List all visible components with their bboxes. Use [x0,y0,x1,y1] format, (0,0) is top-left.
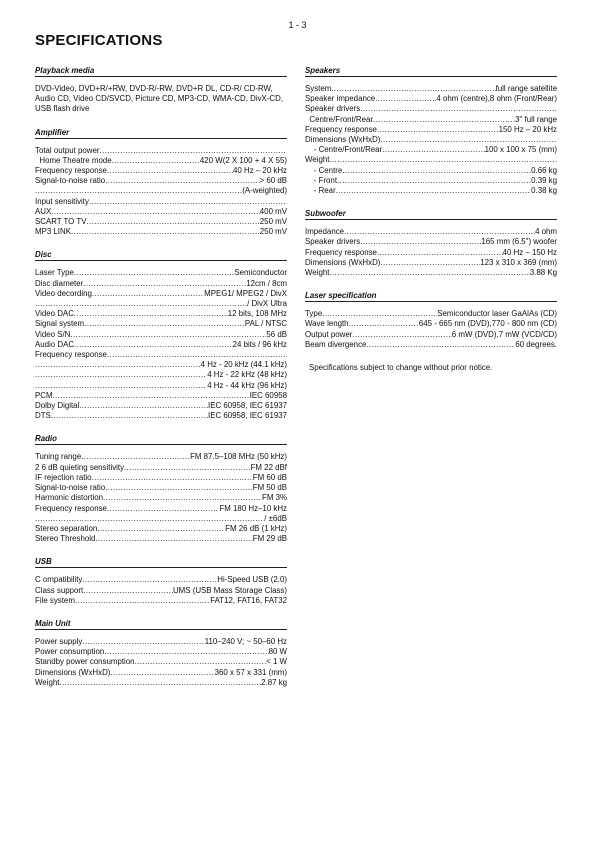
dot-leader [107,350,287,360]
dot-leader [97,524,225,534]
spec-row [305,309,557,319]
spec-row [35,207,287,217]
spec-row [35,637,287,647]
spec-value: PAL / NTSC [244,319,287,329]
spec-label: Input sensitivity [35,196,89,206]
section-heading: Main Unit [35,619,287,630]
spec-value: 250 mV [259,227,287,237]
spec-section-disc [35,250,287,421]
spec-value: 420 W(2 X 100 + 4 X 55) [199,155,287,165]
spec-row [305,319,557,329]
spec-row [305,186,557,196]
dot-leader [92,473,253,483]
section-heading: Speakers [305,66,557,77]
spec-label: Frequency response [305,247,377,257]
spec-label: Standby power consumption [35,657,135,667]
spec-label: Dimensions (WxHxD) [305,257,381,267]
spec-value: 4 Hz - 20 kHz (44.1 kHz) [200,360,287,370]
spec-label: Dimensions (WxHxD) [305,135,381,145]
section-paragraph: DVD-Video, DVD+R/+RW, DVD-R/-RW, DVD+R DL, CD-R/ CD-RW, Audio CD, Video CD/SVCD, Picture CD, MP3-CD, WMA-CD, DivX-CD, USB flash drive [35,84,284,114]
spec-value: 2.87 kg [261,677,287,687]
spec-value: 4 Hz - 44 kHz (96 kHz) [207,380,287,390]
dot-leader [377,248,503,258]
spec-value: 250 mV [259,217,287,227]
spec-row [35,534,287,544]
spec-section-speakers [305,66,557,196]
spec-row [35,668,287,678]
spec-value: FM 50 dB [252,483,287,493]
spec-label: Power supply [35,636,83,646]
dot-leader [82,637,204,647]
spec-value: MPEG1/ MPEG2 / DivX [204,288,287,298]
spec-row [35,350,287,360]
section-heading: Amplifier [35,128,287,139]
dot-leader [89,197,287,207]
dot-leader [329,155,557,165]
spec-label: Dolby Digital [35,401,80,411]
dot-leader [360,237,481,247]
section-heading: Playback media [35,66,287,77]
spec-value: IEC 60958, IEC 61937 [208,401,287,411]
page-number: 1 - 3 [288,20,307,30]
spec-row [35,452,287,462]
spec-value: / ±6dB [264,513,287,523]
spec-row [35,473,287,483]
spec-label: C ompatibility [35,575,83,585]
spec-value: Semiconductor laser GaAlAs (CD) [437,309,557,319]
right-column [305,66,557,373]
dot-leader [81,452,190,462]
spec-label: MP3 LINK [35,227,71,237]
spec-value: IEC 60958 [249,390,287,400]
spec-row [35,299,287,309]
spec-row [35,289,287,299]
spec-value: IEC 60958, IEC 61937 [208,411,287,421]
dot-leader [336,186,531,196]
spec-label: Stereo Threshold [35,534,96,544]
spec-label: Frequency response [35,166,107,176]
dot-leader [349,319,419,329]
spec-row [35,463,287,473]
spec-row [305,176,557,186]
dot-leader [329,268,529,278]
spec-row [35,330,287,340]
spec-value: 80 W [268,647,287,657]
left-column [35,66,287,701]
spec-row [305,84,557,94]
spec-value: 4 Hz - 22 kHz (48 kHz) [207,370,287,380]
spec-row [35,411,287,421]
spec-label: Type [305,309,323,319]
dot-leader [342,166,531,176]
spec-row [35,146,287,156]
spec-section-usb [35,557,287,606]
spec-row [35,309,287,319]
spec-row [305,227,557,237]
spec-value: 110–240 V; ~ 50–60 Hz [204,636,287,646]
spec-row [35,340,287,350]
spec-label: Total output power [35,145,100,155]
spec-label: Weight [35,677,60,687]
spec-value: 3.88 Kg [529,268,557,278]
spec-label: Beam divergence [305,339,367,349]
dot-leader [95,534,252,544]
spec-row [305,104,557,114]
spec-value: 0.39 kg [531,175,557,185]
spec-value: 0.38 kg [531,186,557,196]
spec-row [35,586,287,596]
spec-row [35,319,287,329]
spec-label: - Rear [305,186,336,196]
dot-leader [105,176,259,186]
spec-label: - Front [305,175,338,185]
dot-leader [105,483,253,493]
spec-label: Centre/Front/Rear [305,114,373,124]
spec-label: Signal-to-noise ratio [35,483,106,493]
dot-leader [35,514,264,524]
spec-row [305,268,557,278]
spec-label: 2 6 dB quieting sensitivity [35,462,125,472]
spec-label: Frequency response [35,350,107,360]
section-heading: Disc [35,250,287,261]
spec-value: FM 3% [262,493,287,503]
spec-value: 360 x 57 x 331 (mm) [214,667,287,677]
spec-row [35,524,287,534]
spec-row [305,258,557,268]
spec-value: 60 degrees. [515,339,557,349]
spec-row [305,125,557,135]
dot-leader [75,596,210,606]
spec-value: 645 - 665 nm (DVD),770 - 800 nm (CD) [418,319,557,329]
spec-row [35,186,287,196]
dot-leader [35,299,247,309]
spec-label: DTS [35,411,51,421]
spec-value: FM 87.5–108 MHz (50 kHz) [190,452,287,462]
spec-row [305,237,557,247]
spec-label: Stereo separation [35,523,98,533]
dot-leader [337,176,531,186]
dot-leader [74,268,234,278]
spec-label: Dimensions (WxHxD) [35,667,111,677]
spec-label: Output power [305,329,353,339]
spec-value: 56 dB [266,329,287,339]
dot-leader [83,279,246,289]
dot-leader [352,330,451,340]
spec-row [305,330,557,340]
spec-value: FAT12, FAT16, FAT32 [210,595,287,605]
spec-label: Home Theatre mode [35,155,112,165]
spec-value: full range satellite [495,84,557,93]
spec-label: Wave length [305,319,349,329]
spec-row [35,197,287,207]
spec-value: FM 180 Hz–10 kHz [219,503,287,513]
spec-value: FM 26 dB (1 kHz) [225,523,287,533]
spec-label: Speaker impedance [305,94,376,104]
spec-row [35,391,287,401]
spec-row [35,493,287,503]
spec-row [305,145,557,155]
dot-leader [107,166,233,176]
dot-leader [82,575,217,585]
spec-value: UMS (USB Mass Storage Class) [172,585,287,595]
spec-value: FM 22 dBf [250,462,287,472]
dot-leader [331,84,495,94]
dot-leader [112,156,200,166]
spec-value: 400 mV [259,206,287,216]
spec-label: Impedance [305,227,345,237]
spec-label: Speaker drivers [305,104,361,114]
dot-leader [322,309,437,319]
dot-leader [360,104,557,114]
dot-leader [53,391,250,401]
spec-label: Disc diameter [35,278,84,288]
spec-value: Hi-Speed USB (2.0) [217,575,287,585]
dot-leader [35,381,207,391]
spec-value: 123 x 310 x 369 (mm) [480,257,557,267]
spec-value: 4 ohm [535,227,557,237]
spec-value: 165 mm (6.5") woofer [481,237,557,247]
dot-leader [86,217,259,227]
spec-value: FM 29 dB [252,534,287,544]
spec-label: Weight [305,155,330,165]
spec-value: 100 x 100 x 75 (mm) [484,145,557,155]
spec-label: Weight [305,268,330,278]
spec-label: Class support [35,585,84,595]
spec-row [35,504,287,514]
spec-section-playback-media [35,66,287,115]
spec-row [35,268,287,278]
spec-row [35,381,287,391]
dot-leader [382,145,484,155]
dot-leader [70,330,266,340]
spec-row [305,135,557,145]
spec-row [35,657,287,667]
spec-section-laser-specification [305,291,557,350]
dot-leader [92,289,204,299]
spec-row [305,248,557,258]
spec-value: Semiconductor [234,268,287,278]
spec-row [35,360,287,370]
spec-value: < 1 W [266,657,287,667]
spec-value: 40 Hz – 150 Hz [502,247,557,257]
dot-leader [74,340,233,350]
spec-row [305,94,557,104]
dot-leader [377,125,499,135]
spec-label: Frequency response [305,124,377,134]
spec-row [305,155,557,165]
spec-label: Signal-to-noise ratio [35,176,106,186]
spec-row [35,156,287,166]
spec-row [35,279,287,289]
spec-value: 12cm / 8cm [246,278,287,288]
spec-row [35,166,287,176]
spec-label: IF rejection ratio [35,472,92,482]
dot-leader [124,463,251,473]
dot-leader [83,586,173,596]
spec-label: PCM [35,390,53,400]
section-heading: USB [35,557,287,568]
dot-leader [107,504,220,514]
spec-row [35,370,287,380]
spec-label: Video decording [35,288,92,298]
spec-label: - Centre [305,165,343,175]
spec-label: SCART TO TV [35,217,87,227]
spec-label: Frequency response [35,503,107,513]
change-notice: Specifications subject to change without prior notice. [309,363,493,373]
spec-row [35,227,287,237]
dot-leader [380,135,557,145]
spec-section-main-unit [35,619,287,688]
dot-leader [35,186,242,196]
dot-leader [35,370,207,380]
spec-row [35,596,287,606]
spec-row [305,166,557,176]
spec-label: Tuning range [35,452,82,462]
dot-leader [99,146,287,156]
spec-label: System [305,84,332,93]
spec-value: 0.66 kg [531,165,557,175]
dot-leader [79,401,208,411]
spec-label: Harmonic distortion [35,493,103,503]
section-heading: Subwoofer [305,209,557,220]
spec-label: File system [35,595,75,605]
spec-label: Audio DAC [35,339,75,349]
spec-value: 6 mW (DVD),7 mW (VCD/CD) [451,329,557,339]
dot-leader [110,668,214,678]
spec-row [35,483,287,493]
dot-leader [380,258,480,268]
spec-label: - Centre/Front/Rear [305,145,383,155]
spec-label: Video S/N [35,329,71,339]
spec-label: AUX [35,206,52,216]
spec-value: (A-weighted) [242,186,287,196]
spec-label: Power consumption [35,647,105,657]
spec-label: Speaker drivers [305,237,361,247]
spec-row [305,115,557,125]
spec-section-radio [35,434,287,544]
spec-label: Laser Type [35,268,74,278]
spec-value: FM 60 dB [252,472,287,482]
dot-leader [59,678,261,688]
dot-leader [373,115,515,125]
dot-leader [71,227,260,237]
spec-section-amplifier [35,128,287,238]
dot-leader [344,227,535,237]
spec-label: Signal system [35,319,85,329]
spec-value: 150 Hz – 20 kHz [498,124,557,134]
spec-row [35,647,287,657]
dot-leader [84,319,245,329]
spec-value: 3" full range [515,114,557,124]
dot-leader [104,647,268,657]
spec-row [305,340,557,350]
spec-label: Video DAC [35,309,74,319]
spec-value: / DivX Ultra [247,299,287,309]
spec-section-subwoofer [305,209,557,278]
dot-leader [51,207,260,217]
spec-value: 12 bits, 108 MHz [227,309,287,319]
spec-value: 4 ohm (centre),8 ohm (Front/Rear) [436,94,557,104]
dot-leader [135,657,267,667]
page-title: SPECIFICATIONS [35,32,163,49]
dot-leader [103,493,262,503]
dot-leader [51,411,208,421]
dot-leader [366,340,515,350]
dot-leader [74,309,228,319]
dot-leader [375,94,436,104]
spec-row [35,514,287,524]
spec-row [35,176,287,186]
dot-leader [35,360,201,370]
spec-value: > 60 dB [259,176,287,186]
section-heading: Laser specification [305,291,557,302]
section-heading: Radio [35,434,287,445]
spec-value: 24 bits / 96 kHz [232,339,287,349]
spec-row [35,217,287,227]
spec-row [35,678,287,688]
spec-row [35,575,287,585]
spec-row [35,401,287,411]
spec-value: 40 Hz – 20 kHz [233,166,287,176]
